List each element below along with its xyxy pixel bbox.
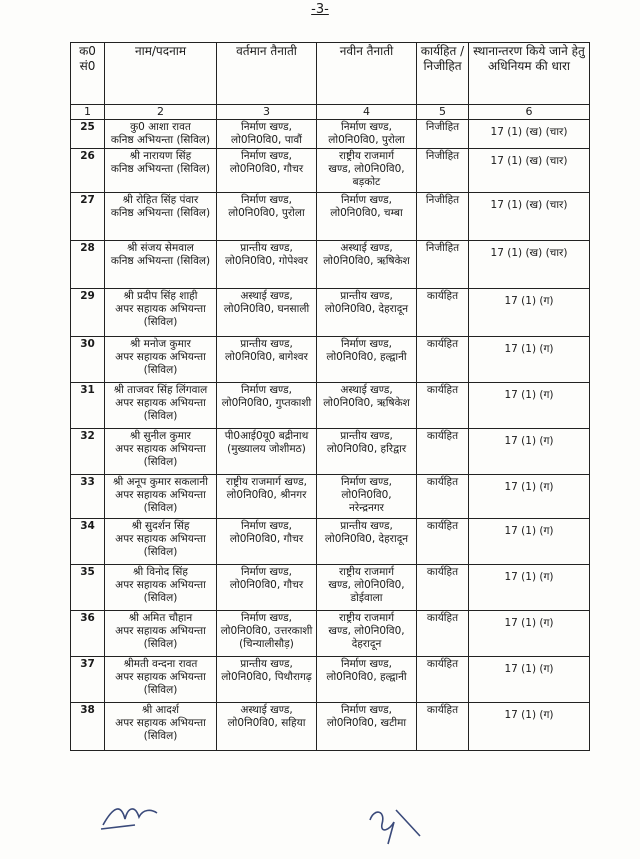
cell-line: निजीहित [425,194,460,206]
table-row [71,611,590,657]
serial-number-cell [71,337,105,383]
table-row [71,241,590,289]
cell-line: कार्यहित [426,658,459,670]
interest-cell [417,241,469,289]
header-current-posting: वर्तमान तैनाती [217,43,317,105]
cell-line: निर्माण खण्ड, [240,120,292,133]
name-cell [105,611,217,657]
cell-line: 28 [80,242,95,254]
new-posting-cell [317,337,417,383]
current-posting-cell [217,383,317,429]
transfer-table [70,42,590,751]
table-row [71,383,590,429]
interest-cell [417,657,469,703]
serial-number-cell [71,119,105,148]
name-cell [105,565,217,611]
cell-line: राष्ट्रीय राजमार्ग [338,566,394,578]
cell-line: 17 (1) (ग) [504,571,554,583]
cell-line: निर्माण खण्ड, [340,194,392,206]
cell-line: लो0नि0वि0, हल्द्वानी [326,671,407,684]
new-posting-cell [317,611,417,657]
cell-line: (सिविल) [143,456,178,469]
interest-cell [417,611,469,657]
cell-line: कार्यहित [426,384,459,396]
serial-number-cell [71,611,105,657]
cell-line: लो0नि0वि0, पुरोला [328,133,405,146]
serial-number-cell [71,383,105,429]
cell-line: लो0नि0वि0, गुप्तकाशी [221,397,312,410]
cell-line: नरेन्द्रनगर [349,502,384,515]
interest-cell [417,289,469,337]
section-cell [469,119,590,148]
cell-line: निर्माण खण्ड, [240,150,292,162]
interest-cell [417,119,469,148]
cell-line: 34 [80,520,95,532]
name-cell [105,289,217,337]
interest-cell [417,519,469,565]
column-number-row [71,105,590,120]
cell-line: 36 [80,612,95,624]
serial-number-cell [71,657,105,703]
section-cell [469,611,590,657]
cell-line: अपर सहायक अभियन्ता [115,397,206,410]
new-posting-cell [317,383,417,429]
cell-line: निर्माण खण्ड, [240,384,292,396]
cell-line: लो0नि0वि0, घनसाली [223,303,310,316]
interest-cell [417,475,469,519]
column-number: 2 [105,105,217,120]
table-body [71,119,590,750]
cell-line: निजीहित [425,150,460,162]
table-row [71,657,590,703]
cell-line: 38 [80,704,95,716]
cell-line: कार्यहित [426,430,459,442]
cell-line: कनिष्ठ अभियन्ता (सिविल) [110,255,211,268]
interest-cell [417,149,469,193]
serial-number-cell [71,565,105,611]
cell-line: कनिष्ठ अभियन्ता (सिविल) [110,133,211,146]
current-posting-cell [217,657,317,703]
cell-line: लो0नि0वि0, हल्द्वानी [326,351,407,364]
cell-line: श्री अमित चौहान [128,612,193,624]
cell-line: 17 (1) (ख) (चार) [490,125,568,138]
header-serial: क0 सं0 [71,43,105,105]
interest-cell [417,429,469,475]
table-row [71,703,590,751]
cell-line: राष्ट्रीय राजमार्ग [338,612,394,624]
cell-line: 26 [80,150,95,162]
section-cell [469,383,590,429]
serial-number-cell [71,475,105,519]
cell-line: निजीहित [425,120,460,133]
new-posting-cell [317,565,417,611]
serial-number-cell [71,289,105,337]
cell-line: अपर सहायक अभियन्ता [115,717,206,730]
cell-line: (सिविल) [143,592,178,605]
cell-line: लो0नि0वि0, चम्बा [330,207,403,220]
cell-line: लो0नि0वि0, श्रीनगर [226,489,307,502]
cell-line: निर्माण खण्ड, [340,338,392,350]
new-posting-cell [317,519,417,565]
cell-line: 17 (1) (ग) [504,295,554,307]
cell-line: कार्यहित [426,520,459,532]
current-posting-cell [217,337,317,383]
cell-line: लो0नि0वि0, गौचर [229,163,304,176]
current-posting-cell [217,703,317,751]
cell-line: राष्ट्रीय राजमार्ग खण्ड, [226,476,307,488]
cell-line: श्री ताजवर सिंह लिंगवाल [113,384,208,396]
cell-line: 27 [80,194,95,206]
cell-line: लो0नि0वि0, खटीमा [326,717,407,730]
cell-line: देहरादून [351,638,382,651]
table-row [71,565,590,611]
cell-line: निर्माण खण्ड, [240,566,292,578]
cell-line: अपर सहायक अभियन्ता [115,303,206,316]
table-row [71,149,590,193]
new-posting-cell [317,289,417,337]
cell-line: लो0नि0वि0, ऋषिकेश [323,397,410,410]
cell-line: 35 [80,566,95,578]
header-name: नाम/पदनाम [105,43,217,105]
section-cell [469,241,590,289]
cell-line: श्री संजय सेमवाल [127,242,194,254]
cell-line: अपर सहायक अभियन्ता [115,579,206,592]
cell-line: लो0नि0वि0, पिथौरागढ़ [221,671,312,684]
cell-line: श्री नारायण सिंह [129,150,192,162]
column-number: 3 [217,105,317,120]
serial-number-cell [71,241,105,289]
interest-cell [417,703,469,751]
current-posting-cell [217,611,317,657]
cell-line: राष्ट्रीय राजमार्ग [338,150,394,162]
cell-line: लो0नि0वि0, देहरादून [324,533,409,546]
cell-line: लो0नि0वि0, [341,489,392,502]
name-cell [105,383,217,429]
current-posting-cell [217,565,317,611]
cell-line: कार्यहित [426,566,459,578]
cell-line: श्री आदर्श [142,704,179,716]
section-cell [469,519,590,565]
new-posting-cell [317,149,417,193]
section-cell [469,337,590,383]
new-posting-cell [317,657,417,703]
name-cell [105,119,217,148]
cell-line: लो0नि0वि0, गोपेश्वर [225,255,308,268]
page-number: -3- [311,2,329,17]
cell-line: लो0नि0वि0, गौचर [229,579,304,592]
cell-line: कार्यहित [426,290,459,302]
cell-line: अस्थाई खण्ड, [240,704,293,716]
cell-line: अपर सहायक अभियन्ता [115,351,206,364]
cell-line: (सिविल) [143,364,178,377]
cell-line: खण्ड, लो0नि0वि0, [328,579,405,592]
column-number: 6 [469,105,590,120]
current-posting-cell [217,429,317,475]
name-cell [105,149,217,193]
name-cell [105,337,217,383]
cell-line: 17 (1) (ग) [504,617,554,629]
interest-cell [417,565,469,611]
section-cell [469,429,590,475]
name-cell [105,475,217,519]
cell-line: 17 (1) (ग) [504,525,554,537]
current-posting-cell [217,119,317,148]
header-section: स्थानान्तरण किये जाने हेतु अधिनियम की धारा [469,43,590,105]
cell-line: अस्थाई खण्ड, [240,290,293,302]
cell-line: कु0 आशा रावत [130,120,191,133]
cell-line: अपर सहायक अभियन्ता [115,443,206,456]
cell-line: प्रान्तीय खण्ड, [340,520,393,532]
cell-line: निर्माण खण्ड, [240,194,292,206]
current-posting-cell [217,149,317,193]
cell-line: निजीहित [425,242,460,254]
cell-line: श्री प्रदीप सिंह शाही [123,290,198,302]
cell-line: 37 [80,658,95,670]
cell-line: (सिविल) [143,730,178,743]
cell-line: लो0नि0वि0, पावौं [231,133,302,146]
serial-number-cell [71,193,105,241]
cell-line: श्री सुदर्शन सिंह [131,520,190,532]
new-posting-cell [317,241,417,289]
header-new-posting: नवीन तैनाती [317,43,417,105]
cell-line: लो0नि0वि0, उत्तरकाशी [220,625,313,638]
cell-line: पी0आई0यू0 बद्रीनाथ [224,430,309,442]
interest-cell [417,383,469,429]
cell-line: प्रान्तीय खण्ड, [340,290,393,302]
column-number: 5 [417,105,469,120]
cell-line: प्रान्तीय खण्ड, [340,430,393,442]
current-posting-cell [217,241,317,289]
cell-line: निर्माण खण्ड, [240,612,292,624]
cell-line: (सिविल) [143,502,178,515]
cell-line: 31 [80,384,95,396]
section-cell [469,149,590,193]
cell-line: अस्थाई खण्ड, [340,242,393,254]
table-row [71,337,590,383]
section-cell [469,475,590,519]
cell-line: 17 (1) (ग) [504,435,554,447]
header-interest: कार्यहित / निजीहित [417,43,469,105]
current-posting-cell [217,519,317,565]
cell-line: श्री सुनील कुमार [130,430,191,442]
interest-cell [417,193,469,241]
name-cell [105,703,217,751]
cell-line: 17 (1) (ख) (चार) [490,199,568,211]
new-posting-cell [317,429,417,475]
name-cell [105,429,217,475]
cell-line: अस्थाई खण्ड, [340,384,393,396]
table-row [71,193,590,241]
cell-line: (सिविल) [143,638,178,651]
table-row [71,429,590,475]
cell-line: श्री मनोज कुमार [130,338,191,350]
cell-line: 17 (1) (ग) [504,709,554,721]
cell-line: (सिविल) [143,410,178,423]
name-cell [105,519,217,565]
section-cell [469,703,590,751]
cell-line: (सिविल) [143,684,178,697]
serial-number-cell [71,429,105,475]
cell-line: श्री रोहित सिंह पंवार [122,194,199,206]
cell-line: लो0नि0वि0, गौचर [229,533,304,546]
cell-line: अपर सहायक अभियन्ता [115,671,206,684]
cell-line: 17 (1) (ग) [504,343,554,355]
cell-line: अपर सहायक अभियन्ता [115,625,206,638]
serial-number-cell [71,519,105,565]
cell-line: अपर सहायक अभियन्ता [115,489,206,502]
cell-line: कार्यहित [426,612,459,624]
cell-line: कार्यहित [426,476,459,488]
cell-line: 17 (1) (ख) (चार) [490,247,568,259]
cell-line: लो0नि0वि0, पुरोला [228,207,305,220]
name-cell [105,241,217,289]
section-cell [469,289,590,337]
cell-line: 30 [80,338,95,350]
column-number: 4 [317,105,417,120]
cell-line: बड़कोट [352,176,381,189]
cell-line: लो0नि0वि0, ऋषिकेश [323,255,410,268]
cell-line: 33 [80,476,95,488]
table-row [71,519,590,565]
current-posting-cell [217,193,317,241]
cell-line: निर्माण खण्ड, [240,520,292,532]
table-row [71,475,590,519]
cell-line: डोईवाला [350,592,383,605]
cell-line: निर्माण खण्ड, [340,658,392,670]
signature-right [360,800,430,850]
cell-line: खण्ड, लो0नि0वि0, [328,163,405,176]
cell-line: कार्यहित [426,338,459,350]
cell-line: 32 [80,430,95,442]
current-posting-cell [217,475,317,519]
signature-left [95,795,175,835]
table-row [71,289,590,337]
interest-cell [417,337,469,383]
new-posting-cell [317,475,417,519]
cell-line: लो0नि0वि0, बागेश्वर [225,351,308,364]
cell-line: 29 [80,290,95,302]
cell-line: (चिन्यालीसौड़) [239,638,294,651]
section-cell [469,657,590,703]
cell-line: 25 [80,120,95,133]
cell-line: कनिष्ठ अभियन्ता (सिविल) [110,207,211,220]
section-cell [469,193,590,241]
serial-number-cell [71,149,105,193]
cell-line: 17 (1) (ग) [504,481,554,493]
cell-line: श्री अनूप कुमार सकलानी [113,476,208,488]
cell-line: 17 (1) (ख) (चार) [490,155,568,167]
cell-line: लो0नि0वि0, देहरादून [324,303,409,316]
cell-line: खण्ड, लो0नि0वि0, [328,625,405,638]
cell-line: श्री विनोद सिंह [133,566,188,578]
cell-line: प्रान्तीय खण्ड, [240,338,293,350]
name-cell [105,193,217,241]
new-posting-cell [317,119,417,148]
new-posting-cell [317,193,417,241]
cell-line: 17 (1) (ग) [504,389,554,401]
cell-line: निर्माण खण्ड, [340,476,392,488]
cell-line: कार्यहित [426,704,459,716]
cell-line: लो0नि0वि0, सहिया [227,717,306,730]
cell-line: 17 (1) (ग) [504,663,554,675]
cell-line: (मुख्यालय जोशीमठ) [227,443,306,456]
section-cell [469,565,590,611]
column-number: 1 [71,105,105,120]
cell-line: (सिविल) [143,546,178,559]
cell-line: श्रीमती वन्दना रावत [123,658,198,670]
cell-line: अपर सहायक अभियन्ता [115,533,206,546]
current-posting-cell [217,289,317,337]
new-posting-cell [317,703,417,751]
cell-line: निर्माण खण्ड, [340,120,392,133]
serial-number-cell [71,703,105,751]
name-cell [105,657,217,703]
cell-line: प्रान्तीय खण्ड, [240,658,293,670]
cell-line: लो0नि0वि0, हरिद्वार [326,443,407,456]
cell-line: कनिष्ठ अभियन्ता (सिविल) [110,163,211,176]
header-row [71,43,590,105]
table-row [71,119,590,148]
cell-line: (सिविल) [143,316,178,329]
cell-line: निर्माण खण्ड, [340,704,392,716]
cell-line: प्रान्तीय खण्ड, [240,242,293,254]
